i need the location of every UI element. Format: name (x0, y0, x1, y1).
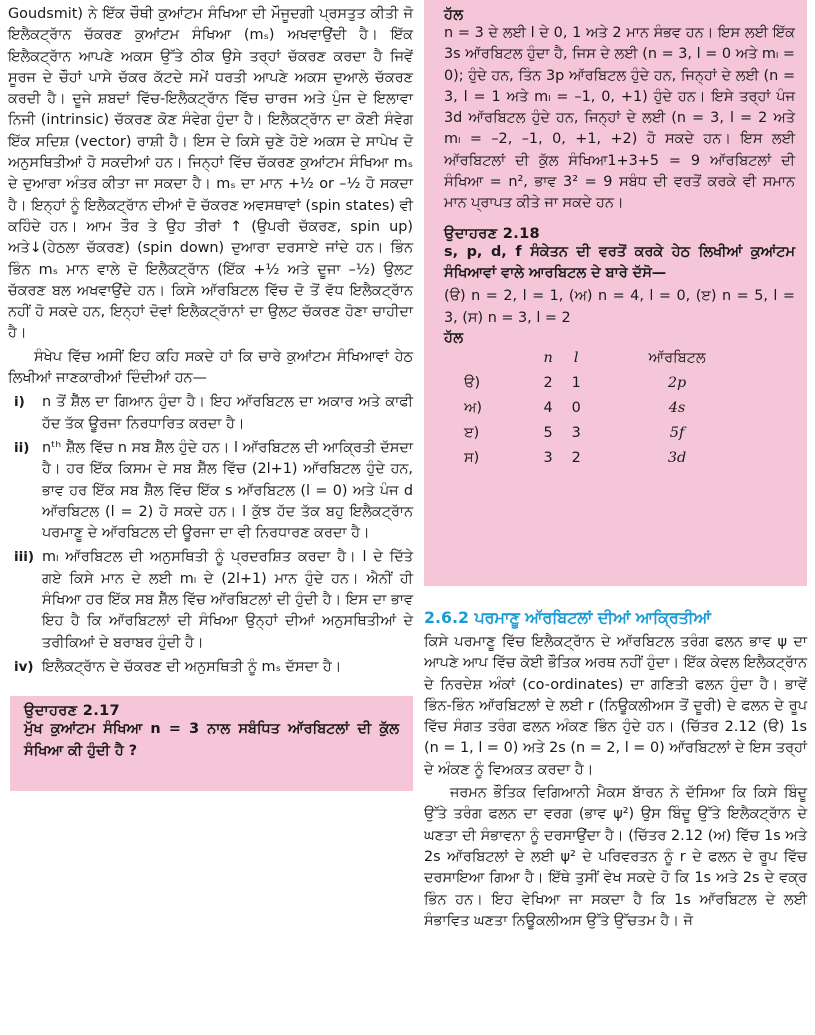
example-2-17-title: ਉਦਾਹਰਣ 2.17 (24, 702, 120, 720)
table-cell: 4 (543, 400, 553, 417)
paragraph-summary: ਸੰਖੇਪ ਵਿੱਚ ਅਸੀਂ ਇਹ ਕਹਿ ਸਕਦੇ ਹਾਂ ਕਿ ਚਾਰੇ ਕੁਆਂਟਮ ਸੰਖਿਆਵਾਂ ਹੇਠ ਲਿਖੀਆਂ ਜਾਣਕਾਰੀਆਂ ਦਿੰਦੀਆਂ ਹਨ— (8, 348, 413, 387)
example-2-18-question: s, p, d, f ਸੰਕੇਤਨ ਦੀ ਵਰਤੋਂ ਕਰਕੇ ਹੇਠ ਲਿਖੀਆਂ ਕੁਆਂਟਮ ਸੰਖਿਆਵਾਂ ਵਾਲੇ ਆਰਬਿਟਲ ਦੇ ਬਾਰੇ ਦੱਸੋ— (444, 243, 795, 281)
table-header-cell: ਆੱਰਬਿਟਲ (648, 350, 706, 367)
list-item-number: iii) (14, 549, 35, 566)
table-cell: ਅ) (464, 400, 482, 417)
list-item (8, 392, 413, 435)
list-item-number: i) (14, 394, 25, 411)
table-cell: 5 (543, 425, 553, 442)
table-cell: 3 (543, 450, 553, 467)
table-header-cell: l (573, 350, 579, 367)
list-item (8, 657, 413, 678)
example-2-17-question: ਮੁੱਖ ਕੁਆਂਟਮ ਸੰਖਿਆ n = 3 ਨਾਲ ਸਬੰਧਿਤ ਆੱਰਬਿਟਲਾਂ ਦੀ ਕੁੱਲ ਸੰਖਿਆ ਕੀ ਹੁੰਦੀ ਹੈ ? (24, 721, 399, 759)
list-item-text: ਇਲੈਕਟ੍ਰਾੱਨ ਦੇ ਚੱਕਰਣ ਦੀ ਅਨੁਸਥਿਤੀ ਨੂੰ mₛ ਦੱਸਦਾ ਹੈ। (42, 658, 342, 675)
solution-2-18-label: ਹੱਲ (444, 328, 464, 346)
table-cell: 3 (571, 425, 581, 442)
solution-example-box (424, 0, 807, 586)
solution-2-17-label: ਹੱਲ (444, 6, 464, 23)
table-row (464, 446, 764, 471)
table-cell: 4s (668, 400, 686, 417)
table-row (464, 396, 764, 421)
list-item-number: iv) (14, 658, 34, 675)
table-cell: 1 (571, 375, 581, 392)
list-item (8, 547, 413, 653)
section-heading: 2.6.2 ਪਰਮਾਣੂ ਆੱਰਬਿਟਲਾਂ ਦੀਆਂ ਆਕ੍ਰਿਤੀਆਂ (424, 608, 711, 627)
table-cell: ੳ) (464, 375, 481, 392)
section-paragraph-2: ਜਰਮਨ ਭੌਤਿਕ ਵਿਗਿਆਨੀ ਮੈਕਸ ਬਾੱਰਨ ਨੇ ਦੱਸਿਆ ਕਿ ਕਿਸੇ ਬਿੰਦੂ ਉੱਤੇ ਤਰੰਗ ਫਲਨ ਦਾ ਵਰਗ (ਭਾਵ ψ²) ਉਸ ਬਿੰਦੂ ਉੱਤੇ ਇਲੈਕਟ੍ਰਾੱਨ ਦੇ ਘਣਤਾ ਦੀ ਸੰਭਾਵਨਾ ਨੂੰ ਦਰਸਾਉਂਦਾ ਹੈ। (ਚਿੱਤਰ 2.12 (ਅ) ਵਿੱਚ 1s ਅਤੇ 2s ਆੱਰਬਿਟਲਾਂ ਦੇ ਲਈ ψ² ਦੇ ਪਰਿਵਰਤਨ ਨੂੰ r ਦੇ ਫਲਨ ਦੇ ਰੂਪ ਵਿੱਚ ਦਰਸਾਇਆ ਗਿਆ ਹੈ। ਇੱਥੇ ਤੁਸੀਂ ਵੇਖ ਸਕਦੇ ਹੋ ਕਿ 1s ਅਤੇ 2s ਦੇ ਵਕ੍ਰ ਭਿੰਨ ਹਨ। ਇਹ ਵੇਖਿਆ ਜਾ ਸਕਦਾ ਹੈ ਕਿ 1s ਆੱਰਬਿਟਲ ਦੇ ਲਈ ਸੰਭਾਵਿਤ ਘਣਤਾ ਨਿਊਕਲੀਅਸ ਉੱਤੇ ਉੱਚਤਮ ਹੈ। ਜੋ (424, 785, 807, 929)
table-header-cell (464, 346, 534, 371)
table-cell: ੲ) (464, 425, 480, 442)
list-item-text: nᵗʰ ਸ਼ੈੱਲ ਵਿੱਚ n ਸਬ ਸ਼ੈੱਲ ਹੁੰਦੇ ਹਨ। l ਆੱਰਬਿਟਲ ਦੀ ਆਕ੍ਰਿਤੀ ਦੱਸਦਾ ਹੈ। ਹਰ ਇੱਕ ਕਿਸਮ ਦੇ ਸਬ ਸ਼ੈੱਲ ਵਿੱਚ (2l+1) ਆੱਰਬਿਟਲ ਹੁੰਦੇ ਹਨ, ਭਾਵ ਹਰ ਇੱਕ ਸਬ ਸ਼ੈੱਲ ਵਿੱਚ ਇੱਕ s ਆੱਰਬਿਟਲ (l = 0) ਅਤੇ ਪੰਜ d ਆੱਰਬਿਟਲ (l = 2) ਹੋ ਸਕਦੇ ਹਨ। l ਕੁੱਝ ਹੱਦ ਤੱਕ ਬਹੁ ਇਲੈਕਟ੍ਰਾੱਨ ਪਰਮਾਣੂ ਦੇ ਆੱਰਬਿਟਲ ਦੀ ਊਰਜਾ ਦਾ ਵੀ ਨਿਰਧਾਰਣ ਕਰਦਾ ਹੈ। (42, 439, 413, 542)
example-2-17-box (10, 696, 413, 791)
table-cell: ਸ) (464, 450, 480, 467)
example-2-18-parts: (ੳ) n = 2, l = 1, (ਅ) n = 4, l = 0, (ੲ) n = 5, l = 3, (ਸ) n = 3, l = 2 (444, 288, 795, 326)
quantum-number-list (8, 392, 413, 678)
list-item-text: mₗ ਆੱਰਬਿਟਲ ਦੀ ਅਨੁਸਥਿਤੀ ਨੂੰ ਪ੍ਰਦਰਸ਼ਿਤ ਕਰਦਾ ਹੈ। l ਦੇ ਦਿੱਤੇ ਗਏ ਕਿਸੇ ਮਾਨ ਦੇ ਲਈ mₗ ਦੇ (2l+1) ਮਾਨ ਹੁੰਦੇ ਹਨ। ਐਨੀਂ ਹੀ ਸੰਖਿਆ ਹਰ ਇੱਕ ਸਬ ਸ਼ੈੱਲ ਵਿੱਚ ਆੱਰਬਿਟਲਾਂ ਦੀ ਹੁੰਦੀ ਹੈ। ਇਸ ਦਾ ਭਾਵ ਇਹ ਹੈ ਕਿ ਆੱਰਬਿਟਲਾਂ ਦੀ ਸੰਖਿਆ ਉਨ੍ਹਾਂ ਦੀਆਂ ਅਨੁਸਥਿਤੀਆਂ ਦੇ ਤਰੀਕਿਆਂ ਦੇ ਬਰਾਬਰ ਹੁੰਦੀ ਹੈ। (42, 549, 413, 651)
section-paragraph-1: ਕਿਸੇ ਪਰਮਾਣੂ ਵਿੱਚ ਇਲੈਕਟ੍ਰਾੱਨ ਦੇ ਆੱਰਬਿਟਲ ਤਰੰਗ ਫਲਨ ਭਾਵ ψ ਦਾ ਆਪਣੇ ਆਪ ਵਿੱਚ ਕੋਈ ਭੌਤਿਕ ਅਰਥ ਨਹੀਂ ਹੁੰਦਾ। ਇੱਕ ਕੇਵਲ ਇਲੈਕਟ੍ਰਾੱਨ ਦੇ ਨਿਰਦੇਸ਼ ਅੰਕਾਂ (co-ordinates) ਦਾ ਗਣਿਤੀ ਫਲਨ ਹੁੰਦਾ ਹੈ। ਭਾਵੇਂ ਭਿੰਨ-ਭਿੰਨ ਆੱਰਬਿਟਲਾਂ ਦੇ ਲਈ r (ਨਿਊਕਲੀਅਸ ਤੋਂ ਦੂਰੀ) ਦੇ ਫਲਨ ਦੇ ਰੂਪ ਵਿੱਚ ਸੰਗਤ ਤਰੰਗ ਫਲਨ ਅੰਕਣ ਭਿੰਨ ਹੁੰਦੇ ਹਨ। (ਚਿੱਤਰ 2.12 (ੳ) 1s (n = 1, l = 0) ਅਤੇ 2s (n = 2, l = 0) ਆੱਰਬਿਟਲਾਂ ਦੇ ਇਸ ਤਰ੍ਹਾਂ ਦੇ ਅੰਕਣ ਨੂੰ ਵਿਅਕਤ ਕਰਦਾ ਹੈ। (424, 634, 807, 778)
list-item-number: ii) (14, 439, 30, 456)
orbital-table (464, 346, 764, 471)
table-header-cell: n (543, 350, 553, 367)
solution-2-17-text: n = 3 ਦੇ ਲਈ l ਦੇ 0, 1 ਅਤੇ 2 ਮਾਨ ਸੰਭਵ ਹਨ। ਇਸ ਲਈ ਇੱਕ 3s ਆੱਰਬਿਟਲ ਹੁੰਦਾ ਹੈ, ਜਿਸ ਦੇ ਲਈ (n = 3, l = 0 ਅਤੇ mₗ = 0); ਹੁੰਦੇ ਹਨ, ਤਿੰਨ 3p ਆੱਰਬਿਟਲ ਹੁੰਦੇ ਹਨ, ਜਿਨ੍ਹਾਂ ਦੇ ਲਈ (n = 3, l = 1 ਅਤੇ mₗ = –1, 0, +1) ਹੁੰਦੇ ਹਨ। ਇਸੇ ਤਰ੍ਹਾਂ ਪੰਜ 3d ਆੱਰਬਿਟਲ ਹੁੰਦੇ ਹਨ, ਜਿਨ੍ਹਾਂ ਦੇ ਲਈ (n = 3, l = 2 ਅਤੇ mₗ = –2, –1, 0, +1, +2) ਹੋ ਸਕਦੇ ਹਨ। ਇਸ ਲਈ ਆੱਰਬਿਟਲਾਂ ਦੀ ਕੁੱਲ ਸੰਖਿਆ1+3+5 = 9 ਆੱਰਬਿਟਲਾਂ ਦੀ ਸੰਖਿਆ = n², ਭਾਵ 3² = 9 ਸਬੰਧ ਦੀ ਵਰਤੋਂ ਕਰਕੇ ਵੀ ਸਮਾਨ ਮਾਨ ਪ੍ਰਾਪਤ ਕੀਤੇ ਜਾ ਸਕਦੇ ਹਨ। (444, 25, 795, 212)
table-row (464, 421, 764, 446)
table-cell: 3d (667, 450, 687, 467)
table-cell: 5f (669, 425, 685, 442)
list-item-text: n ਤੋਂ ਸ਼ੈੱਲ ਦਾ ਗਿਆਨ ਹੁੰਦਾ ਹੈ। ਇਹ ਆੱਰਬਿਟਲ ਦਾ ਅਕਾਰ ਅਤੇ ਕਾਫੀ ਹੱਦ ਤੱਕ ਊਰਜਾ ਨਿਰਧਾਰਿਤ ਕਰਦਾ ਹੈ। (42, 394, 413, 432)
table-cell: 0 (571, 400, 581, 417)
example-2-18-title: ਉਦਾਹਰਣ 2.18 (444, 224, 540, 242)
table-cell: 2 (543, 375, 553, 392)
paragraph-spin-quantum-number: Goudsmit) ਨੇ ਇੱਕ ਚੌਥੀ ਕੁਆਂਟਮ ਸੰਖਿਆ ਦੀ ਮੌਜੂਦਗੀ ਪ੍ਰਸਤੁਤ ਕੀਤੀ ਜੋ ਇਲੈਕਟ੍ਰਾੱਨ ਚੱਕਰਣ ਕੁਆਂਟਮ ਸੰਖਿਆ (mₛ) ਅਖਵਾਉਂਦੀ ਹੈ। ਇੱਕ ਇਲੈਕਟ੍ਰਾੱਨ ਆਪਣੇ ਅਕਸ ਉੱਤੇ ਠੀਕ ਉਸੇ ਤਰ੍ਹਾਂ ਚੱਕਰਣ ਕਰਦਾ ਹੈ ਜਿਵੇਂ ਸੂਰਜ ਦੇ ਚੌਹਾਂ ਪਾਸੇ ਚੱਕਰ ਕੱਟਦੇ ਸਮੇਂ ਧਰਤੀ ਆਪਣੇ ਅਕਸ ਦੁਆਲੇ ਚੱਕਰਣ ਕਰਦੀ ਹੈ। ਦੂਜੇ ਸ਼ਬਦਾਂ ਵਿੱਚ-ਇਲੈਕਟ੍ਰਾੱਨ ਵਿੱਚ ਚਾਰਜ ਅਤੇ ਪੁੰਜ ਦੇ ਇਲਾਵਾ ਨਿਜੀ (intrinsic) ਚੱਕਰਣ ਕੋਣ ਸੰਵੇਗ ਹੁੰਦਾ ਹੈ। ਇਲੈਕਟ੍ਰਾੱਨ ਦਾ ਕੋਣੀ ਸੰਵੇਗ ਇੱਕ ਸਦਿਸ਼ (vector) ਰਾਸ਼ੀ ਹੈ। ਇਸ ਦੇ ਕਿਸੇ ਚੁਣੇ ਹੋਏ ਅਕਸ ਦੇ ਸਾਪੇਖ ਦੋ ਅਨੁਸਥਿਤੀਆਂ ਹੋ ਸਕਦੀਆਂ ਹਨ। ਜਿਨ੍ਹਾਂ ਵਿੱਚ ਚੱਕਰਣ ਕੁਆਂਟਮ ਸੰਖਿਆ mₛ ਦੇ ਦੁਆਰਾ ਅੰਤਰ ਕੀਤਾ ਜਾ ਸਕਦਾ ਹੈ। mₛ ਦਾ ਮਾਨ +½ or –½ ਹੋ ਸਕਦਾ ਹੈ। ਇਨ੍ਹਾਂ ਨੂੰ ਇਲੈਕਟ੍ਰਾੱਨ ਦੀਆਂ ਦੋ ਚੱਕਰਣ ਅਵਸਥਾਵਾਂ (spin states) ਵੀ ਕਹਿੰਦੇ ਹਨ। ਆਮ ਤੌਰ ਤੇ ਉਹ ਤੀਰਾਂ ↑ (ਉਪਰੀ ਚੱਕਰਣ, spin up) ਅਤੇ↓(ਹੇਠਲਾ ਚੱਕਰਣ) (spin down) ਦੁਆਰਾ ਦਰਸਾਏ ਜਾਂਦੇ ਹਨ। ਭਿੰਨ ਭਿੰਨ mₛ ਮਾਨ ਵਾਲੇ ਦੋ ਇਲੈਕਟ੍ਰਾੱਨ (ਇੱਕ +½ ਅਤੇ ਦੂਜਾ –½) ਉਲਟ ਚੱਕਰਣ ਬਲ ਅਖਵਾਉਂਦੇ ਹਨ। ਕਿਸੇ ਆੱਰਬਿਟਲ ਵਿੱਚ ਦੋ ਤੋਂ ਵੱਧ ਇਲੈਕਟ੍ਰਾੱਨ ਨਹੀਂ ਹੋ ਸਕਦੇ ਹਨ, ਇਨ੍ਹਾਂ ਦੋਵਾਂ ਇਲੈਕਟ੍ਰਾੱਨਾਂ ਦਾ ਉਲਟ ਚੱਕਰਣ ਹੋਣਾ ਚਾਹੀਦਾ ਹੈ। (8, 6, 413, 342)
table-cell: 2p (667, 375, 687, 392)
right-column (424, 0, 807, 932)
left-column (8, 0, 413, 791)
list-item (8, 438, 413, 544)
table-cell: 2 (571, 450, 581, 467)
table-row (464, 371, 764, 396)
